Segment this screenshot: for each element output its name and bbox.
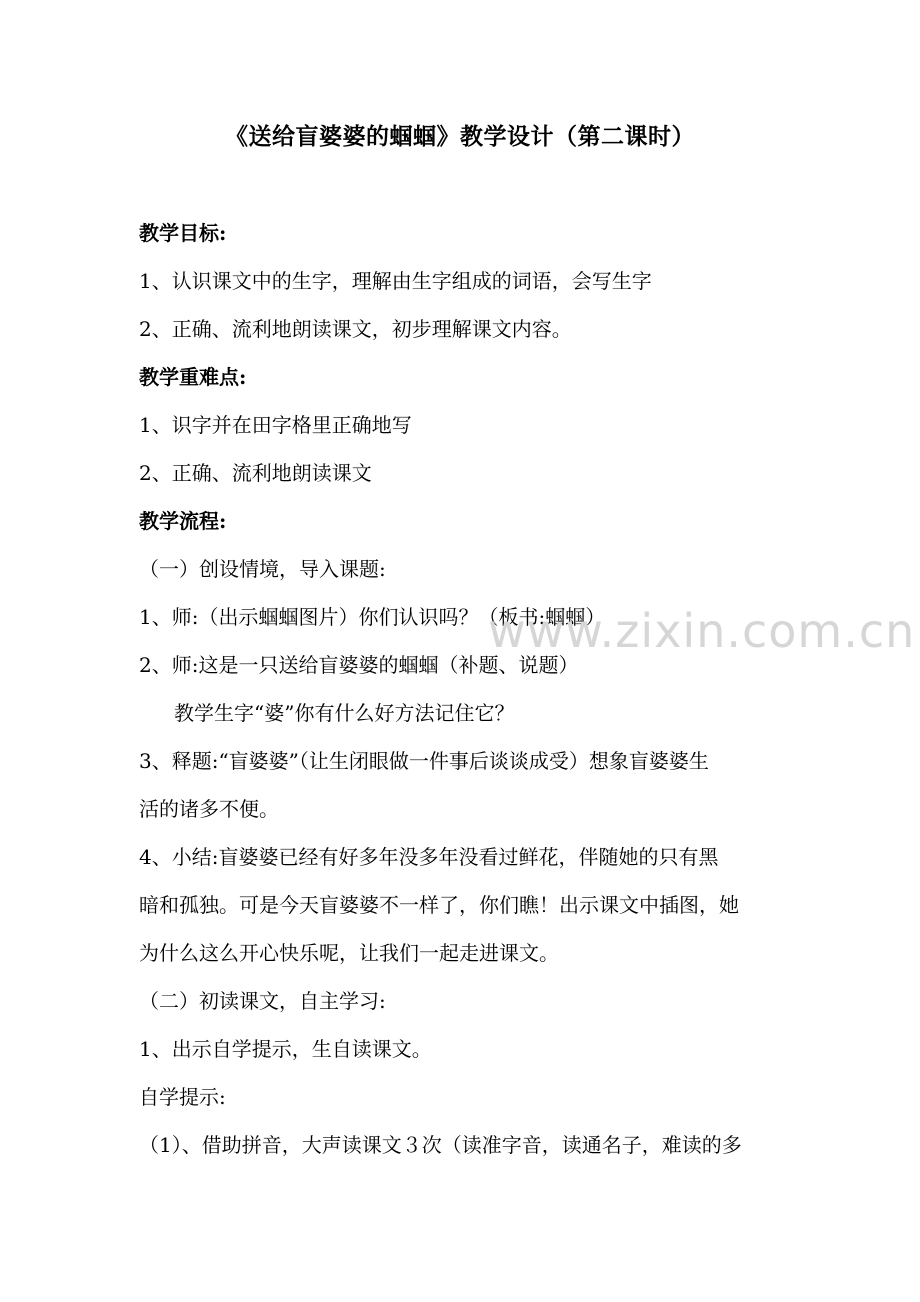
paragraph-line: 1、师:（出示蝈蝈图片）你们认识吗？（板书:蝈蝈） (139, 605, 606, 629)
section-heading-key-points: 教学重难点: (139, 365, 247, 389)
paragraph-line: 为什么这么开心快乐呢，让我们一起走进课文。 (139, 941, 559, 965)
paragraph-line: 1、出示自学提示，生自读课文。 (139, 1037, 432, 1061)
paragraph-line: （一）创设情境，导入课题: (139, 557, 386, 581)
paragraph-line: 2、师:这是一只送给盲婆婆的蝈蝈（补题、说题） (139, 653, 579, 677)
document-title: 《送给盲婆婆的蝈蝈》教学设计（第二课时） (225, 123, 695, 150)
paragraph-line: 暗和孤独。可是今天盲婆婆不一样了，你们瞧！出示课文中插图，她 (139, 893, 739, 917)
paragraph-line: 1、识字并在田字格里正确地写 (139, 413, 412, 437)
paragraph-line: （二）初读课文，自主学习: (139, 989, 386, 1013)
section-heading-process: 教学流程: (139, 509, 227, 533)
paragraph-line: 4、小结:盲婆婆已经有好多年没多年没看过鲜花，伴随她的只有黑 (139, 845, 719, 869)
paragraph-line: 2、正确、流利地朗读课文 (139, 461, 372, 485)
paragraph-line: （1）、借助拼音，大声读课文３次（读准字音，读通名子，难读的多 (139, 1133, 742, 1157)
paragraph-line: 2、正确、流利地朗读课文，初步理解课文内容。 (139, 317, 572, 341)
watermark: www.zixin.com.cn (488, 604, 916, 658)
paragraph-line: 自学提示: (139, 1085, 226, 1109)
section-heading-objectives: 教学目标: (139, 221, 227, 245)
paragraph-line: 教学生字“婆”你有什么好方法记住它？ (174, 701, 515, 725)
paragraph-line: 1、认识课文中的生字，理解由生字组成的词语，会写生字 (139, 269, 652, 293)
paragraph-line: 3、释题:“盲婆婆”（让生闭眼做一件事后谈谈成受）想象盲婆婆生 (139, 749, 709, 773)
paragraph-line: 活的诸多不便。 (139, 797, 279, 821)
